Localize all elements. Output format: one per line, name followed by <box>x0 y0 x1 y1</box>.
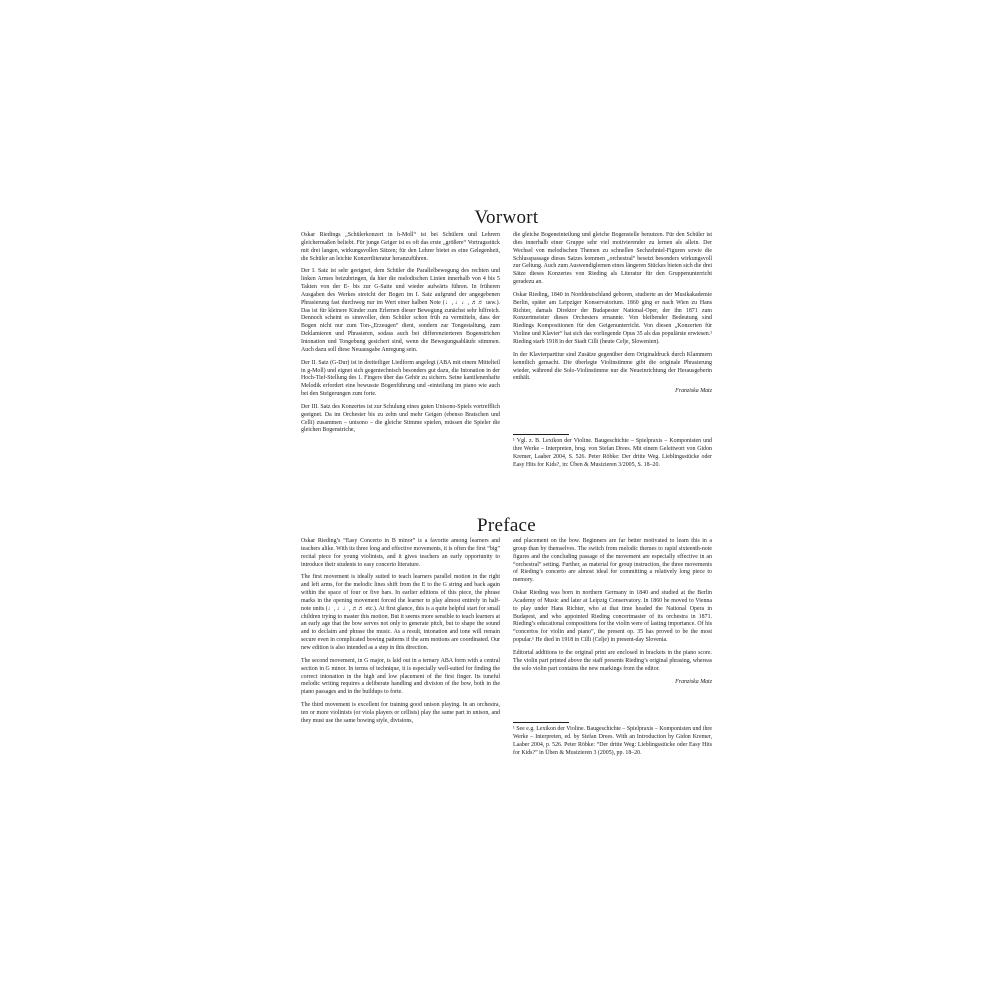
preface-paragraph: and placement on the bow. Beginners are far better motivated to learn this in a group than by themselves. The switch from melodic themes to rapid sixteenth-note figures and the concluding passage of the movement are especially effective in an “orchestral” setting. Further, as material for group instruction, the three movements of Rieding’s concerto are almost ideal for committing a relatively long piece to memory. <box>513 538 712 584</box>
vorwort-footnote: ¹ Vgl. z. B. Lexikon der Violine. Baugeschichte – Spielpraxis – Komponisten und ihre Werke – Interpreten, hrsg. von Stefan Drees. Mit einem Geleitwort von Gidon Kremer, Laaber 2004, S. 526. Peter Röbke: Der dritte Weg. Lieblingsstücke oder Easy Hits for Kids?, in: Üben & Musizieren 3/2005, S. 18–20. <box>513 438 712 468</box>
vorwort-paragraph: Der I. Satz ist sehr geeignet, dem Schüler die Parallelbewegung des rechten und linken Armes beizubringen, da hier die melodischen Linien innerhalb von 4 bis 5 Takten von der E- bis zur G-Saite und wieder aufwärts führen. In früheren Ausgaben des Werkes streicht der Bogen im I. Satz aufgrund der angegebenen Phrasierung fast durchweg nur im Wert einer halben Note (♩, ♩♩, ♬♬ usw.). Das ist für kleinere Kinder zum Erlernen dieser Bewegung zunächst sehr hilfreich. Dennoch scheint es sinnvoller, dem Schüler schon früh zu vermitteln, dass der Bogen nicht nur zum Ton-„Erzeugen“ dient, sondern zur Tongestaltung, zum Deklamieren und Phrasieren, sodass auch bei differenzierteren Bogenstrichen Intonation und Tongebung gesichert sind, wenn die Bewegungsabläufe stimmen. Auch dazu soll diese Neuausgabe Anregung sein. <box>301 268 500 353</box>
preface-heading: Preface <box>476 515 537 536</box>
preface-column-right <box>513 538 712 763</box>
preface-paragraph: Editorial additions to the original print are enclosed in brackets in the piano score. The violin part printed above the staff presents Rieding’s original phrasing, whereas the solo violin part contains the new markings from the editor. <box>513 649 712 672</box>
vorwort-heading: Vorwort <box>474 207 539 228</box>
vorwort-paragraph: Der II. Satz (G-Dur) ist in dreiteiliger Liedform angelegt (ABA mit einem Mittelteil in g-Moll) und eignet sich gegentechnisch besonders gut dazu, die Intonation in der Hoch-Tief-Stellung des 1. Fingers über das Gehör zu sichern. Seine kantilenenhafte Melodik erfordert eine bewusste Bogenführung und -einteilung im piano wie auch bei den Steigerungen zum forte. <box>301 359 500 398</box>
preface-columns <box>301 538 712 763</box>
vorwort-columns <box>301 232 712 474</box>
vorwort-column-left <box>301 232 500 474</box>
preface-column-left <box>301 538 500 763</box>
vorwort-paragraph: In der Klavierpartitur sind Zusätze gegenüber dem Originaldruck durch Klammern kenntlich gemacht. Die überlegte Violinstimme gibt die originale Phrasierung wieder, während die Solo-Violinstimme nur die Neueinrichtung der Herausgeberin enthält. <box>513 351 712 382</box>
preface-footnote-rule <box>513 722 569 723</box>
vorwort-paragraph: Oskar Rieding, 1840 in Norddeutschland geboren, studierte an der Musikakademie Berlin, später am Leipziger Konservatorium. 1860 ging er nach Wien zu Hans Richter, damals Direktor der Budapester National-Oper, der ihn 1871 zum Konzertmeister dieses Orchesters ernannte. Von bleibender Bedeutung sind Riedings Kompositionen für den Geigenunterricht. Von diesen „Konzerten für Violine und Klavier“ hat sich das vorliegende Opus 35 als das populärste erwiesen.¹ Rieding starb 1918 in der Stadt Cilli (heute Celje, Slowenien). <box>513 291 712 345</box>
vorwort-paragraph: Der III. Satz des Konzertes ist zur Schulung eines guten Unisono-Spiels vortrefflich geeignet. Da im Orchester bis zu zehn und mehr Geigen (ebenso Bratschen und Celli) zusammen – unisono – die gleiche Stimme spielen, müssen die Spieler die gleichen Bogenstriche, <box>301 403 500 434</box>
vorwort-paragraph: die gleiche Bogeneinteilung und gleiche Bogenstelle benutzen. Für den Schüler ist dies innerhalb einer Gruppe sehr viel motivierender zu lernen als allein. Der Wechsel von melodischen Themen zu schnellen Sechzehntel-Figuren sowie die Schlusspassage dieses Satzes kommen „orchestral“ besetzt besonders wirkungsvoll zur Geltung. Auch zum Auswendiglernen eines längeren Stückes bieten sich die drei Sätze dieses Konzertes von Rieding als Literatur für den Gruppenunterricht geradezu an. <box>513 232 712 286</box>
vorwort-signature: Franziska Matz <box>675 388 712 395</box>
preface-paragraph: Oskar Rieding’s “Easy Concerto in B minor” is a favorite among learners and teachers alike. With its three long and effective movements, it is often the first “big” recital piece for young violinists, and it gives teachers an early opportunity to introduce their students to easy concerto literature. <box>301 538 500 568</box>
preface-paragraph: The second movement, in G major, is laid out in a ternary ABA form with a central section in G minor. In terms of technique, it is especially well-suited for finding the correct intonation in the high and low placement of the first finger. Its tuneful melodic writing requires a deliberate handling and division of the bow, both in the piano passages and in the buildups to forte. <box>301 657 500 696</box>
preface-signature: Franziska Matz <box>675 678 712 685</box>
preface-paragraph: The first movement is ideally suited to teach learners parallel motion in the right and left arms, for the melodic lines shift from the E to the G string and back again within the space of four or five bars. In earlier editions of this piece, the phrase marks in the opening movement forced the learner to play almost entirely in half-note units (♩, ♩♩, ♬♬ etc.). At first glance, this is a quite helpful start for small children trying to master this motion. But it seems more sensible to teach learners at an early age that the bow serves not only to generate pitch, but to shape the sound and to declaim and phrase the music. As a result, intonation and tone will remain secure even in complicated bowing patterns if the arm motions are coordinated. Our new edition is also intended as a step in this direction. <box>301 574 500 651</box>
preface-paragraph: Oskar Rieding was born in northern Germany in 1840 and studied at the Berlin Academy of Music and later at Leipzig Conservatory. In 1860 he moved to Vienna to play under Hans Richter, who at that time headed the National Opera in Budapest, and who appointed Rieding concertmaster of its orchestra in 1871. Rieding’s educational compositions for the violin were of lasting importance. Of his “concertos for violin and piano”, the present op. 35 has proved to be the most popular.¹ He died in 1918 in Cilli (Celje) in present-day Slovenia. <box>513 590 712 644</box>
preface-footnote: ¹ See e.g. Lexikon der Violine. Baugeschichte – Spielpraxis – Komponisten und ihre Werke – Interpreten, ed. by Stefan Drees. With an Introduction by Gidon Kremer, Laaber 2004, p. 526. Peter Röbke: “Der dritte Weg: Lieblingsstücke oder Easy Hits for Kids?” in Üben & Musizieren 3 (2005), pp. 18–20. <box>513 726 712 756</box>
preface-paragraph: The third movement is excellent for training good unison playing. In an orchestra, ten or more violinists (or viola players or cellists) play the same part in unison, and they must use the same bowing style, divisions, <box>301 702 500 724</box>
vorwort-column-right <box>513 232 712 474</box>
vorwort-footnote-rule <box>513 434 569 435</box>
vorwort-paragraph: Oskar Riedings „Schülerkonzert in h-Moll“ ist bei Schülern und Lehrern gleichermaßen beliebt. Für junge Geiger ist es oft das erste „größere“ Vortragsstück mit drei langen, wirkungsvollen Sätzen; für den Lehrer bietet es eine Gelegenheit, die Schüler an leichte Konzertliteratur heranzuführen. <box>301 232 500 262</box>
